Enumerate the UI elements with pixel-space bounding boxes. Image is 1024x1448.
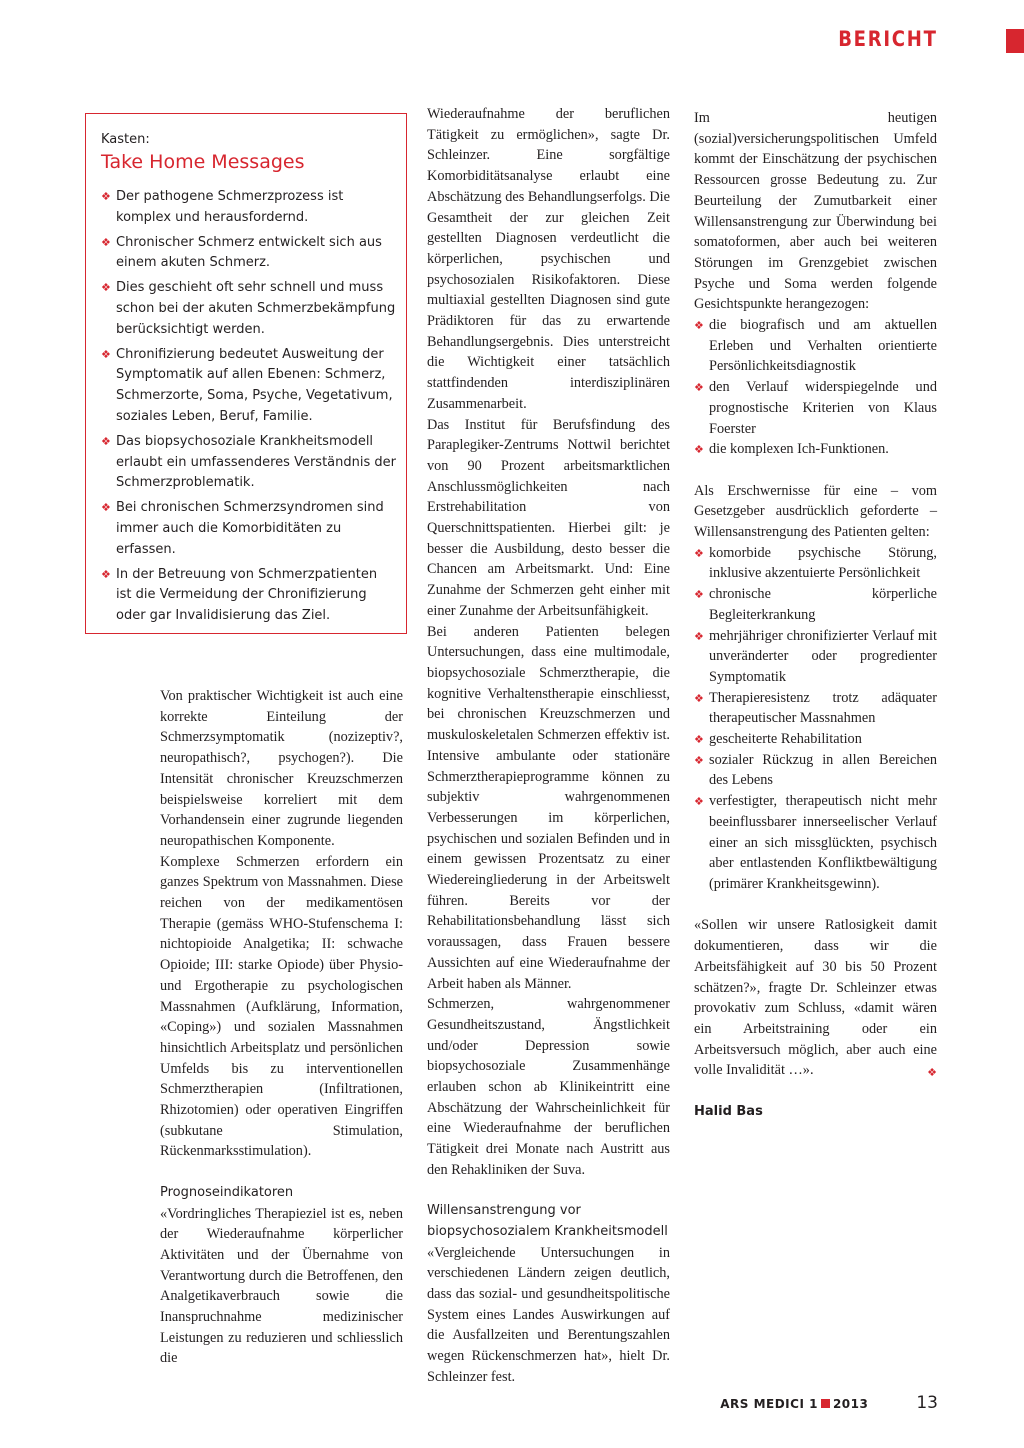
take-home-box xyxy=(85,113,407,634)
criteria-list xyxy=(694,315,937,460)
bullet-diamond-icon: ❖ xyxy=(694,589,704,602)
box-item-text: Der pathogene Schmerzprozess ist komplex und herausfordernd. xyxy=(116,189,344,225)
column-1 xyxy=(160,686,403,1369)
list-item-text: mehrjähriger chronifizierter Verlauf mit unveränderter oder progredienter Symptomatik xyxy=(709,627,937,685)
bullet-diamond-icon: ❖ xyxy=(694,382,704,395)
bullet-diamond-icon: ❖ xyxy=(694,734,704,747)
bullet-diamond-icon: ❖ xyxy=(694,547,704,560)
list-item-text: verfestigter, therapeutisch nicht mehr beeinflussbarer innerseelischer Verlauf einer an sich missglückten, psychisch aber entlastenden Konfliktbewältigung (primärer Krankheitsgewinn). xyxy=(709,793,937,892)
paragraph: Komplexe Schmerzen erfordern ein ganzes Spektrum von Massnahmen. Diese reichen von der medikamentösen Therapie (gemäss WHO-Stufenschema I: nichtopioide Analgetika; II: schwache Opioide; III: starke Opiode) über Physio- und Ergotherapie zu psychologischen Massnahmen (Aufklärung, Information, «Coping») und sozialen Massnahmen hinsichtlich Arbeitsplatz und persönlichen Umfelds bis zu interventionellen Schmerztherapien (Infiltrationen, Rhizotomien) oder operativen Eingriffen (subkutane Stimulation, Rückenmarksstimulation). xyxy=(160,853,403,1160)
bullet-diamond-icon: ❖ xyxy=(101,434,111,448)
box-list-item xyxy=(101,345,396,428)
journal-name: ARS MEDICI 1 xyxy=(720,1397,818,1411)
list-item xyxy=(694,439,937,460)
paragraph: «Vordringliches Therapieziel ist es, neben der Wiederaufnahme körperlicher Aktivitäten und der Übernahme von Verantwortung durch die Betroffenen, den Analgetikaverbrauch sowie die Inanspruchnahme medizinischer Leistungen zu reduzieren und schliesslich die xyxy=(160,1205,403,1367)
bullet-diamond-icon: ❖ xyxy=(101,347,111,361)
list-item xyxy=(694,377,937,439)
bullet-diamond-icon: ❖ xyxy=(694,444,704,457)
paragraph: Von praktischer Wichtigkeit ist auch eine korrekte Einteilung der Schmerzsymptomatik (nozizeptiv?, neuropathisch?, psychogen?). Die Intensität chronischer Kreuzschmerzen beispielsweise korreliert mit dem Vorhandensein einer zugrunde liegenden neuropathischen Komponente. xyxy=(160,688,403,849)
paragraph: Bei anderen Patienten belegen Untersuchungen, dass eine multimodale, biopsychosoziale Schmerztherapie, die kognitive Verhaltenstherapie einschliesst, bei chronischen Kreuzschmerzen und muskuloskeletalen Schmerzen effektiv ist. Intensive ambulante oder stationäre Schmerztherapieprogramme können zu subjektiv wahrgenommenen Verbesserungen im körperlichen, psychischen und sozialen Befinden und in einem gewissen Prozentsatz zu einer Wiedereingliederung in der Arbeitswelt führen. Bereits vor der Rehabilitationsbehandlung lässt sich voraussagen, dass Frauen bessere Aussichten auf eine Wiederaufnahme der Arbeit haben als Männer. xyxy=(427,623,670,992)
bullet-diamond-icon: ❖ xyxy=(694,796,704,809)
list-item-text: Therapieresistenz trotz adäquater therapeutischer Massnahmen xyxy=(709,689,937,727)
box-item-text: Dies geschieht oft sehr schnell und muss schon bei der akuten Schmerzbekämpfung berücksichtigt werden. xyxy=(116,280,396,337)
list-item-text: den Verlauf widerspiegelnde und prognostische Kriterien von Klaus Foerster xyxy=(709,379,937,437)
paragraph: Schmerzen, wahrgenommener Gesundheitszustand, Ängstlichkeit und/oder Depression sowie biopsychosoziale Zusammenhänge erlauben schon ab Klinikeintritt eine Abschätzung der Wahrscheinlichkeit für eine Wiederaufnahme der beruflichen Tätigkeit drei Monate nach Austritt aus den Rehakliniken der Suva. xyxy=(427,996,670,1178)
list-item xyxy=(694,688,937,729)
bullet-diamond-icon: ❖ xyxy=(101,235,111,249)
page-footer xyxy=(720,1393,938,1413)
list-item-text: sozialer Rückzug in allen Bereichen des Lebens xyxy=(709,751,937,789)
list-item xyxy=(694,750,937,791)
end-of-article-icon: ❖ xyxy=(927,1067,937,1080)
hardship-list xyxy=(694,543,937,895)
section-color-bar xyxy=(1006,29,1024,53)
box-title: Take Home Messages xyxy=(101,151,305,173)
list-item-text: die biografisch und am aktuellen Erleben und Verhalten orientierte Persönlichkeitsdiagnostik xyxy=(709,317,937,375)
journal-year: 2013 xyxy=(832,1397,869,1411)
box-kicker: Kasten: xyxy=(101,132,150,147)
box-list-item xyxy=(101,565,396,627)
list-item xyxy=(694,315,937,377)
box-item-text: Bei chronischen Schmerzsyndromen sind immer auch die Komorbiditäten zu erfassen. xyxy=(116,500,384,557)
section-label: BERICHT xyxy=(838,27,938,51)
list-item xyxy=(694,729,937,750)
closing-quote-text: «Sollen wir unsere Ratlosigkeit damit dokumentieren, dass wir die Arbeitsfähigkeit auf 30 bis 50 Prozent schätzen?», fragte Dr. Schleinzer etwas provokativ zum Schluss, «damit wären ein Arbeitstraining oder ein Arbeitsversuch möglich, aber auch eine volle Invalidität …». xyxy=(694,917,937,1079)
list-item-text: gescheiterte Rehabilitation xyxy=(709,731,862,748)
paragraph: Als Erschwernisse für eine – vom Gesetzgeber ausdrücklich geforderte – Willensanstrengung des Patienten gelten: xyxy=(694,482,937,541)
box-list-item xyxy=(101,233,396,275)
box-list-item xyxy=(101,498,396,560)
bullet-diamond-icon: ❖ xyxy=(101,567,111,581)
list-item xyxy=(694,584,937,625)
box-item-text: Chronischer Schmerz entwickelt sich aus einem akuten Schmerz. xyxy=(116,234,382,271)
box-item-text: Das biopsychosoziale Krankheitsmodell erlaubt ein umfassenderes Verständnis der Schmerzproblematik. xyxy=(116,433,396,491)
bullet-diamond-icon: ❖ xyxy=(694,754,704,767)
box-list-item xyxy=(101,278,396,340)
list-item xyxy=(694,626,937,688)
subheading-prognoseindikatoren: Prognoseindikatoren xyxy=(160,1184,294,1200)
box-list-item xyxy=(101,432,396,494)
bullet-diamond-icon: ❖ xyxy=(101,501,111,515)
column-3 xyxy=(694,108,937,1122)
box-item-text: Chronifizierung bedeutet Ausweitung der Symptomatik auf allen Ebenen: Schmerz, Schmerzorte, Soma, Psyche, Vegetativum, soziales Leben, Beruf, Familie. xyxy=(116,346,393,424)
paragraph: «Vergleichende Untersuchungen in verschiedenen Ländern zeigen deutlich, dass das sozial- und gesundheitspolitische System eines Landes Auswirkungen auf die Ausfallzeiten und Berentungszahlen wegen Rückenschmerzen hat», hielt Dr. Schleinzer fest. xyxy=(427,1244,670,1385)
bullet-diamond-icon: ❖ xyxy=(694,692,704,705)
column-2 xyxy=(427,104,670,1388)
paragraph xyxy=(694,915,937,1081)
box-list xyxy=(101,187,396,627)
bullet-diamond-icon: ❖ xyxy=(101,281,111,295)
paragraph: Wiederaufnahme der beruflichen Tätigkeit zu ermöglichen», sagte Dr. Schleinzer. Eine sorgfältige Komorbiditätsanalyse erlaubt eine Abschätzung des Behandlungserfolgs. Die Gesamtheit der zur gleichen Zeit gestellten Diagnosen verdeutlicht die körperlichen, psychischen und psychosozialen Risikofaktoren. Diese multiaxial gestellten Diagnosen sind gute Prädiktoren für das zu erwartende Behandlungsergebnis. Dies unterstreicht die Wichtigkeit einer tatsächlich stattfindenden interdisziplinären Zusammenarbeit. xyxy=(427,106,670,412)
paragraph: Im heutigen (sozial)versicherungspolitischen Umfeld kommt der Einschätzung der psychischen Ressourcen grosse Bedeutung zu. Zur Beurteilung der Zumutbarkeit einer Willensanstrengung zur Überwindung bei somatoformen, aber auch bei weiteren Störungen im Grenzgebiet zwischen Psyche und Soma werden folgende Gesichtspunkte herangezogen: xyxy=(694,110,937,313)
bullet-diamond-icon: ❖ xyxy=(694,320,704,333)
bullet-diamond-icon: ❖ xyxy=(101,190,111,203)
page-number: 13 xyxy=(916,1393,938,1413)
box-item-text: In der Betreuung von Schmerzpatienten ist die Vermeidung der Chronifizierung oder gar Invalidisierung das Ziel. xyxy=(116,566,378,624)
list-item-text: komorbide psychische Störung, inklusive akzentuierte Persönlichkeit xyxy=(709,544,937,582)
list-item-text: die komplexen Ich-Funktionen. xyxy=(709,441,889,458)
list-item-text: chronische körperliche Begleiterkrankung xyxy=(709,586,937,623)
author-name: Halid Bas xyxy=(694,1103,763,1119)
paragraph: Das Institut für Berufsfindung des Paraplegiker-Zentrums Nottwil berichtet von 90 Prozent arbeitsmarktlichen Anschlussmöglichkeiten nach Erstrehabilitation von Querschnittspatienten. Hierbei gilt: je besser die Ausbildung, desto besser die Chancen am Arbeitsmarkt. Und: Eine Zunahme der Schmerzen geht einher mit einer Zunahme der Arbeitsunfähigkeit. xyxy=(427,416,670,619)
subheading-willensanstrengung: Willensanstrengung vor biopsychosozialem Krankheitsmodell xyxy=(427,1203,668,1239)
separator-square-icon xyxy=(821,1399,830,1408)
bullet-diamond-icon: ❖ xyxy=(694,630,704,643)
list-item xyxy=(694,543,937,584)
list-item xyxy=(694,791,937,895)
box-list-item xyxy=(101,187,396,229)
